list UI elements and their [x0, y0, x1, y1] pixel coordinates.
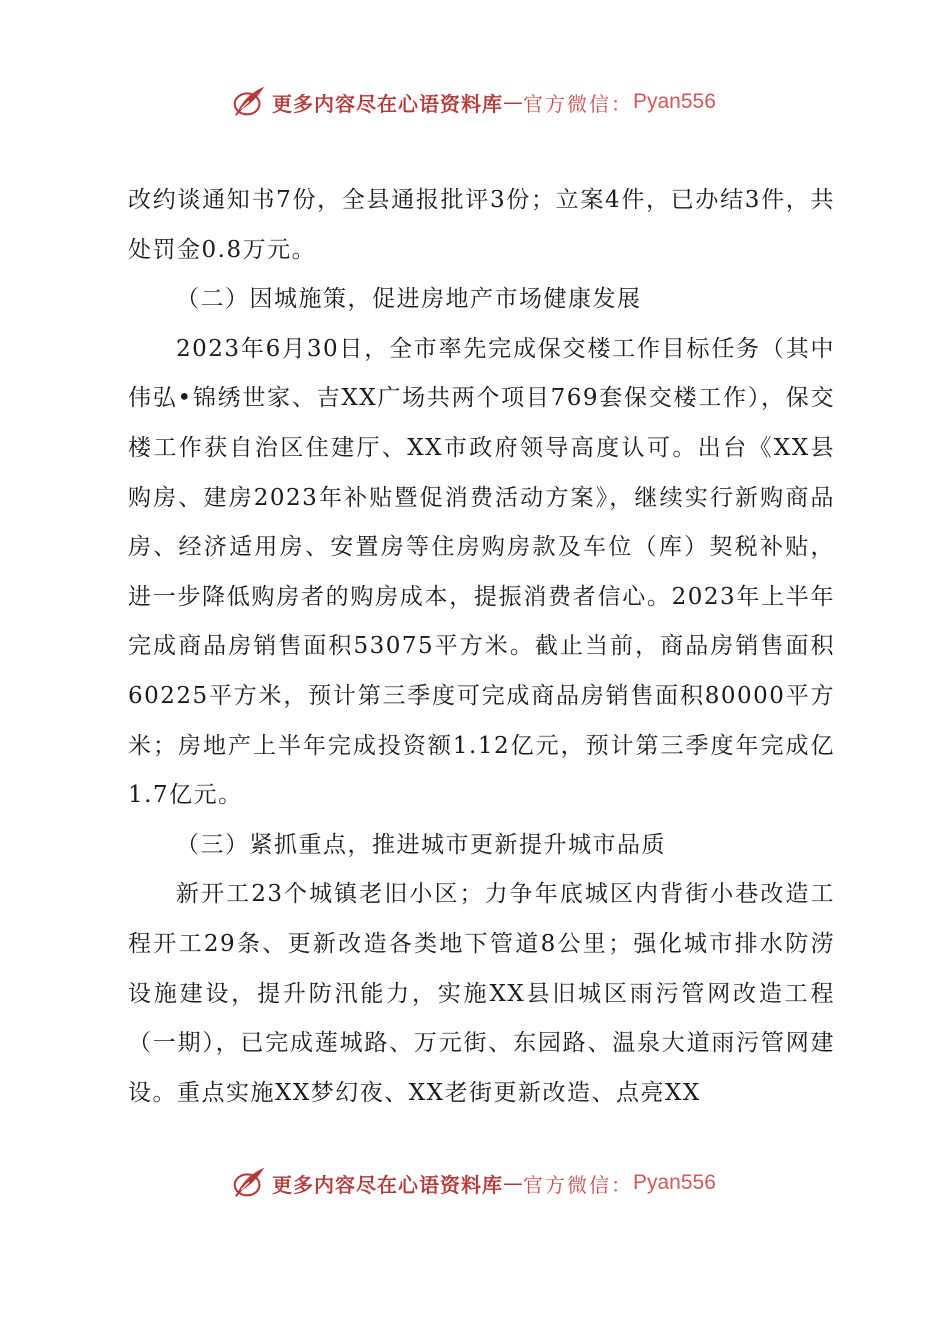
banner-label: 官方微信： — [523, 1172, 633, 1197]
paragraph-continuation: 改约谈通知书7份，全县通报批评3份；立案4件，已办结3件，共处罚金0.8万元。 — [128, 187, 835, 263]
paragraph-real-estate: 2023年6月30日，全市率先完成保交楼工作目标任务（其中伟弘•锦绣世家、吉XX广场共两个项目769套保交楼工作），保交楼工作获自治区住建厅、XX市政府领导高度认可。出台《XX县购房、建房2023年补贴暨促消费活动方案》，继续实行新购商品房、经济适用房、安置房等住房购房款及车位（库）契税补贴，进一步降低购房者的购房成本，提振消费者信心。2023年上半年完成商品房销售面积53075平方米。截止当前，商品房销售面积60225平方米，预计第三季度可完成商品房销售面积80000平方米；房地产上半年完成投资额1.12亿元，预计第三季度年完成亿1.7亿元。 — [128, 335, 835, 809]
document-body — [128, 176, 835, 1118]
quill-pen-logo-icon — [230, 1164, 268, 1202]
paragraph-urban-renewal: 新开工23个城镇老旧小区；力争年底城区内背街小巷改造工程开工29条、更新改造各类地下管道8公里；强化城市排水防涝设施建设，提升防汛能力，实施XX县旧城区雨污管网改造工程（一期），已完成莲城路、万元街、东园路、温泉大道雨污管网建设。重点实施XX梦幻夜、XX老街更新改造、点亮XX — [128, 881, 835, 1106]
header-banner — [230, 82, 716, 122]
banner-label: 官方微信： — [523, 91, 633, 116]
banner-main-text: 更多内容尽在心语资料库 — [272, 91, 503, 116]
banner-main-text: 更多内容尽在心语资料库 — [272, 1172, 503, 1197]
banner-separator: — — [503, 90, 523, 114]
section-heading-3: （三）紧抓重点，推进城市更新提升城市品质 — [176, 831, 666, 858]
footer-banner — [230, 1163, 716, 1203]
section-heading-2: （二）因城施策，促进房地产市场健康发展 — [176, 286, 642, 313]
quill-pen-logo-icon — [230, 83, 268, 121]
banner-wechat-id: Pyan556 — [633, 90, 716, 113]
banner-wechat-id: Pyan556 — [633, 1171, 716, 1194]
banner-separator: — — [503, 1171, 523, 1195]
